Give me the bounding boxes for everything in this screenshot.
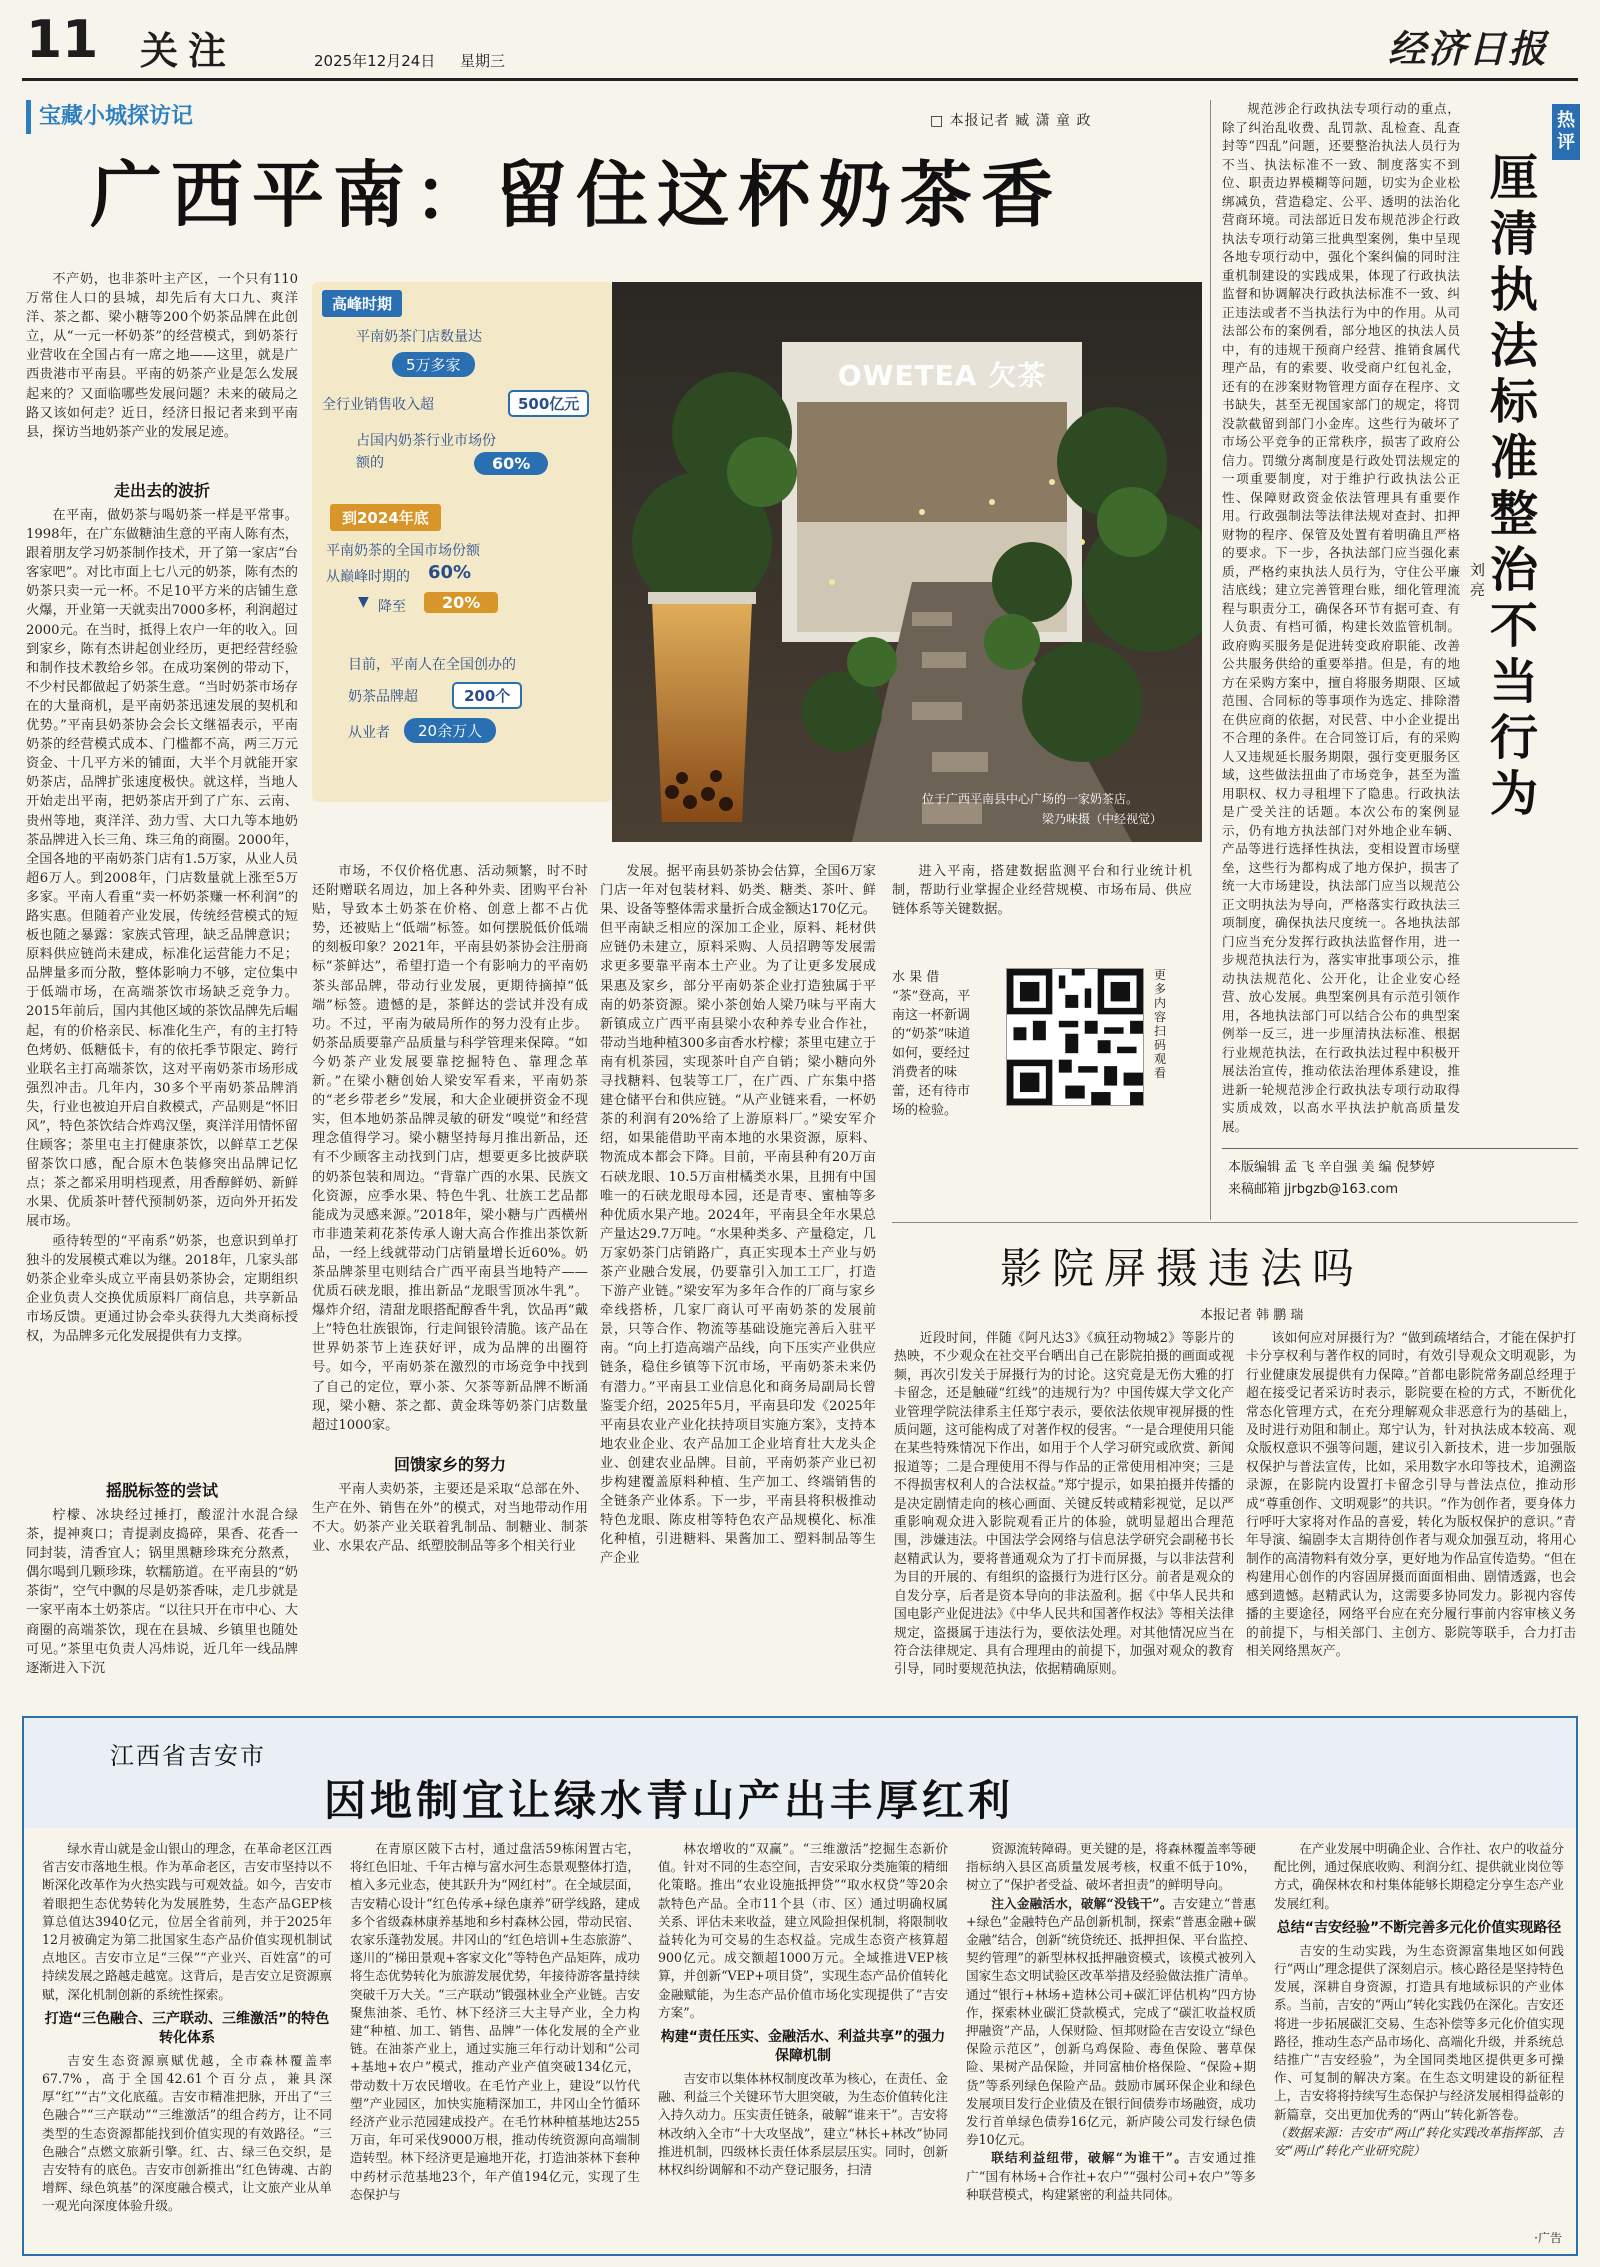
cinema-title: 影院屏摄违法吗 [1000,1244,1365,1293]
info-row8-value: 20余万人 [404,718,496,743]
info-row5-label: 降至 [378,599,406,615]
newspaper-logo: 经济日报 [1387,26,1548,71]
info-box [312,282,612,802]
main-col3 [600,862,876,1704]
info-row3-value: 60% [474,452,548,475]
info-row4-label2: 从巅峰时期的 [326,569,410,585]
info-row5-value: 20% [424,592,498,613]
shop-photo [612,282,1202,842]
col1-text: 在平南，做奶茶与喝奶茶一样是平常事。1998年，在广东做糖油生意的平南人陈有杰，跟着朋友学习奶茶制作技术，开了第一家店“台客家吧”。对比市面上七八元的奶茶，陈有杰的奶茶只卖一元一杯。不足10平方米的店铺生意火爆，开业第一天就卖出7000多杯，利润超过2000元。在当时，抵得上农户一年的收入。回到家乡，陈有杰讲起创业经历，更把经营经验和制作技术教给乡邻。在成功案例的带动下，不少村民都做起了奶茶生意。“当时奶茶市场存在的大量商机，是平南奶茶迅速发展的契机和优势。”平南县奶茶协会会长文继福表示，平南奶茶的经营模式成本、门槛都不高，两三万元资金、十几平方米的铺面，大半个月就能开家奶茶店，品牌扩张速度极快。就这样，当地人开始走出平南，把奶茶店开到了广东、云南、贵州等地，爽洋洋、劲力雪、大口九等本地奶茶品牌进入长三角、珠三角的商圈。2000年，全国各地的平南奶茶门店有1.5万家，从业人员超6万人。到2008年，门店数量就上涨至5万多家。平南人看重“卖一杯奶茶赚一杯利润”的路实惠。但随着产业发展，传统经营模式的短板也随之暴露：家族式管理，缺乏品牌意识；原料供应链尚未建成，标准化运营能力不足；品牌量多而分散，整体影响力不够，定位集中于低端市场，在高端茶饮市场缺乏竞争力。2015年前后，国内其他区域的茶饮品牌先后崛起，有的价格亲民、标准化生产，有的主打特色烤奶、低糖低卡，有的依托季节限定、跨行业联名主打高端茶饮，这对平南奶茶市场形成强烈冲击。几年内，30多个平南奶茶品牌消失，行业也被迫开启自救模式，产品则是“怀旧风”，特色茶饮结合炸鸡汉堡，爽洋洋用情怀留住顾客；茶里屯主打健康茶饮，以鲜草工艺保留茶饮口感，配合原木色装修突出品牌记忆点；茶之都采用明档现煮，用香醇鲜奶、新鲜水果、优质茶叶替代预制奶茶，迈向外开拓发展市场。 [26,508,298,1230]
bc4-lead2 [966,2149,1256,2204]
comment-author: 刘 亮 [1470,561,1486,599]
col1c-text: 柠檬、冰块经过捶打，酸涩汁水混合绿茶，提神爽口；青提剥皮捣碎，果香、花香一同封装，清香宜人；锅里黑糖珍珠充分熬煮，偶尔喝到几颗珍珠，软糯筋道。在平南县的“奶茶街”，空气中飘的尽是奶茶香味，走几步就是一家平南本土奶茶店。“以往只开在市中心、大商圈的高端茶饮，现在在县城、乡镇里也随处可见。”茶里屯负责人冯炜说，近几年一线品牌逐渐进入下沉 [26,1508,298,1676]
main-col2b [312,1480,588,1704]
bc5b-text: 吉安的生动实践，为生态资源富集地区如何践行“两山”理念提供了深刻启示。核心路径是坚持特色发展，深耕自身资源，打造具有地域标识的产业体系。当前，吉安的“两山”转化实践仍在深化。吉安还将进一步拓展碳汇交易、生态补偿等多元化价值实现路径，推动生态产品市场化、高端化升级，并系统总结推广“吉安经验”，为全国同类地区提供更多可操作、可复制的解决方案。在生态文明建设的新征程上，吉安将将持续写生态保护与经济发展相得益彰的新篇章，交出更加优秀的“两山”转化新答卷。 [1274,1942,1564,2122]
info-row4-value: 60% [428,562,472,583]
down-arrow-icon: ▼ [358,594,369,610]
bc4b-text: 吉安建立“普惠+绿色”金融特色产品创新机制，探索“普惠金融+碳金融”结合，创新“统贷统还、抵押担保、平台监控、契约管理”的新型林权抵押融资模式，该模式被列入国家生态文明试验区改革举措及经验做法推广清单。通过“银行+林场+造林公司+碳汇评估机构”四方协作，探索林业碳汇贷款模式，完成了“碳汇收益权质押融资”产品，人保财险、恒邦财险在吉安设立“绿色保险示范区”，创新乌鸡保险、毒鱼保险、薯草保险、果树产品保险，并同富柚价格保险、“保险+期货”等系列绿色保险产品。鼓励市属环保企业和绿色发展项目发行企业债及在银行间债券市场融资，成功发行首单绿色债券16亿元，新庐陵公司发行绿色债券10亿元。 [966,1895,1256,2148]
info-label-peak: 高峰时期 [322,290,402,317]
comment-title: 厘清执法标准 整治不当行为 [1490,150,1539,822]
section-name: 关注 [140,28,237,73]
region-label: 江西省吉安市 [110,1742,266,1770]
bottom-col2 [350,1840,640,2250]
cinema-right-text: 该如何应对屏摄行为？“做到疏堵结合，才能在保护打卡分享权利与著作权的同时，有效引导观众文明观影，为行业健康发展提供有力保障。”首都电影院常务副总经理于超在接受记者采访时表示，影院要在检的方式，不断优化常态化管理方式，在充分理解观众非恶意行为的基础上，及时进行劝阻和制止。郑宁认为，针对执法成本较高、观众版权意识不强等问题，建议引入新技术，进一步加强版权保护与普法宣传，比如，采用数字水印等技术，追溯盗录源，在影院内设置打卡留念引导与普法点位，推动形成“尊重创作、文明观影”的共识。“作为创作者，要身体力行呼吁大家将对作品的喜爱，转化为版权保护的意识。”青年导演、编剧李太言期待创作者与观众加强互动，将用心制作的高清物料有效分享，更好地为作品宣传造势。“但在构建用心创作的内容固屏摄而面面相曲、剧情透露，也会感到遗憾。赵精武认为，这需要多协同发力。影视内容传播的主要途径，网络平台应在充分履行事前内容审核义务的前提下，与相关部门、主创方、影院等联手，合力打击相关网络黑灰产。 [1246,1331,1576,1659]
poem-line: 场的检验。 [892,1103,958,1118]
comment-text: 规范涉企行政执法专项行动的重点，除了纠治乱收费、乱罚款、乱检查、乱查封等“四乱”问题，还要整治执法人员行为不当、执法标准不一致、制度落实不到位、职责边界模糊等问题，切实为企业松绑减负，营造稳定、公平、透明的法治化营商环境。司法部近日发布规范涉企行政执法专项行动第三批典型案例，集中呈现各地专项行动中，强化个案纠偏的同时注重机制建设的实践成果，体现了行政执法监督和协调解决行政执法标准不一致、纠正违法或者不当执法行为中的作用。从司法部公布的案例看，部分地区的执法人员中，有的违规干预商户经营、推销食属代理产品，有的索要、收受商户红包礼金，还有的在涉案财物管理方面存在程序、文书缺失，甚至无视国家部门的规定，将罚没款截留到部门小金库。这些行为破坏了市场公平竞争的正常秩序，损害了政府公信力。罚缴分离制度是行政处罚法规定的一项重要制度，对于维护行政执法公正性、保障财政资金依法管理具有重要作用。行政强制法等法律法规对查封、扣押财物的程序、保管及处置有着明确且严格的要求。下一步，各执法部门应当强化素质，严格约束执法人员行为，守住公平廉洁底线；建立完善管理台账，细化管理流程与职责分工，确保各环节有据可查、有人负责、有档可循，构建长效监管机制。政府购买服务是促进转变政府职能、改善公共服务供给的重要举措。但是，有的地方在采购方案中，擅自将服务期限、区域范围、合同标的等事项作为选定、排除潜在供应商的依据，对民营、中小企业提出不合理的条件。在合同签订后，有的采购人又违规延长服务期限，强行变更服务区域，这些做法扭曲了市场竞争，甚至为滥用职权、权力寻租埋下了隐患。行政执法是广受关注的话题。本次公布的案例显示，仍有地方执法部门对外地企业车辆、产品等进行选择性执法，变相设置市场壁垒，这些行为都构成了地方保护，损害了统一大市场建设，执法部门应当以规范公正文明执法为导向，严格落实行政执法三项制度，确保执法尺度统一。各地执法部门应当充分发挥行政执法监督作用，进一步规范执法行为，落实审批事项公示，推动执法规范化、公开化，让企业安心经营、放心发展。典型案例具有示范引领作用，各地执法部门可以结合公布的典型案例举一反三，进一步厘清执法标准、根据行业规范执法，在行政执法过程中积极开展法治宣传，推动依法治理体系建设，推进新一轮规范涉企行政执法专项行动取得实质成效，以高水平执法护航高质量发展。 [1222,101,1460,1134]
cinema-top-rule [892,1222,1578,1223]
bc4-lead2-bold: 联结利益纽带，破解“为谁干”。 [991,2150,1189,2166]
poem-line: 的“奶茶”味道 [892,1027,971,1042]
info-row8-label: 从业者 [348,725,390,741]
subhead-3: 回馈家乡的努力 [393,1455,506,1474]
info-label-2024: 到2024年底 [330,504,441,531]
comment-body [1222,100,1460,1140]
column-tag [26,100,246,134]
main-col1 [26,506,298,1466]
bc4-lead-bold: 注入金融活水，破解“没钱干”。 [991,1895,1173,1911]
info-row1-value: 5万多家 [392,352,475,377]
editor-email: 来稿邮箱 jjrbgzb@163.com [1228,1182,1398,1197]
bottom-section [22,1716,1578,2256]
info-row4-label: 平南奶茶的全国市场份额 [326,543,480,559]
poem-line: 消费者的味 [892,1065,958,1080]
bottom-col1 [42,1840,332,2250]
info-row1-label: 平南奶茶门店数量达 [356,329,482,345]
bc2-text: 在青原区陂下古村，通过盘活59栋闲置古宅，将红色旧址、千年古樟与富水河生态景观整体打造，植入多元业态，使其跃升为“网红村”。在全域层面，吉安精心设计“红色传承+绿色康养”研学线路，建成多个省级森林康养基地和乡村森林公园，带动民宿、农家乐蓬勃发展。井冈山的“红色培训+生态旅游”、遂川的“梯田景观+客家文化”等特色产品矩阵，成功将生态优势转化为旅游发展优势，年接待游客量持续突破千万大关。“三产联动”锻强林业全产业链。吉安聚焦油茶、毛竹、林下经济三大主导产业，全力构建“种植、加工、销售、品牌”一体化发展的全产业链。在油茶产业上，通过实施三年行动计划和“公司+基地+农户”模式，推动产业产值突破134亿元，带动数十万农民增收。在毛竹产业上，建设“以竹代塑”产业园区，加快实施精深加工，井冈山全竹循环经济产业示范园建成投产。在毛竹林种植基地达255万亩，年可采伐9000万根，推动传统资源向高端制造转型。林下经济更是遍地开花，打造油茶林下套种中药材示范基地23个，年产值194亿元，实现了生态保护与 [350,1841,640,2202]
main-byline: □ 本报记者 臧 潇 童 政 [930,113,1092,129]
info-row2-label: 全行业销售收入超 [322,397,434,413]
poem-line: 南这一杯新调 [892,1008,971,1023]
bc1b-text: 吉安生态资源禀赋优越，全市森林覆盖率67.7%，高于全国42.61个百分点，兼具深厚“红”“古”文化底蕴。吉安市精准把脉，开出了“三色融合”“三产联动”“三维激活”的组合药方，让不同类型的生态资源都能找到价值实现的有效路径。“三色融合”点燃文旅新引擎。红、古、绿三色交织，是吉安特有的底色。吉安市创新推出“红色铸魂、古韵增辉、绿色筑基”的深度融合模式，让文旅产业从单一观光向深度体验升级。 [42,2052,332,2214]
bc3-subhead: 构建“责任压实、金融活水、利益共享”的强力保障机制 [660,2029,946,2065]
bc4-lead [966,1895,1256,2150]
photo-caption: 位于广西平南县中心广场的一家奶茶店。 [922,792,1139,806]
info-row6-label: 目前，平南人在全国创办的 [348,657,516,673]
main-col1c [26,1506,298,1706]
poem-box [892,968,994,1120]
bottom-title: 因地制宜让绿水青山产出丰厚红利 [324,1776,1015,1825]
photo-credit: 梁乃味摄（中经视觉） [1042,812,1163,826]
cinema-right [1246,1330,1576,1704]
cinema-left-text: 近段时间，伴随《阿凡达3》《疯狂动物城2》等影片的热映，不少观众在社交平台晒出自己在影院拍摄的画面或视频，再次引发关于屏摄行为的讨论。这究竟是无伤大雅的打卡留念，还是触碰“红线”的违规行为？中国传媒大学文化产业管理学院法律系主任郑宁表示，要依法依规审视屏摄的性质问题，这可能构成了对著作权的侵害。“一是合理使用只能在某些特殊情况下作出，如用于个人学习研究或欣赏、新闻报道等；二是合理使用不得与作品的正常使用相冲突；三是不得损害权利人的合法权益。”郑宁提示，如果拍摄并传播的是决定剧情走向的核心画面、关键反转或精彩视觉，足以严重影响观众进入影院观看正片的体验，就明显超出合理范围，涉嫌违法。中国法学会网络与信息法学研究会副秘书长赵精武认为，要将普通观众为了打卡而屏摄，与以非法营利为目的开展的、有组织的盗摄行为进行区分。前者是观众的自发分享，后者是资本导向的非法盈利。据《中华人民共和国电影产业促进法》《中华人民共和国著作权法》等相关法律规定，盗摄属于违法行为，要依法处理。对其他情况应当在符合法律规定、具有合理理由的前提下，加强对观众的教育引导，同时要规范执法，依据精确原则。 [894,1331,1234,1678]
main-col4 [892,862,1192,956]
intro-text: 不产奶，也非茶叶主产区，一个只有110万常住人口的县城，却先后有大口九、爽洋洋、茶之都、梁小糖等200个奶茶品牌在此创立，从“一元一杯奶茶”的经营模式，到奶茶行业营收在全国占有一席之地——这里，就是广西贵港市平南县。平南的奶茶产业是怎么发展起来的？又面临哪些发展问题？未来的破局之路又该如何走？近日，经济日报记者来到平南县，探访当地奶茶产业的发展足迹。 [26,272,298,440]
poem-line: 水 果 借 [892,970,940,985]
poem-line: 蕾，还有待市 [892,1084,971,1099]
bc5-subhead: 总结“吉安经验”不断完善多元化价值实现路径 [1276,1919,1562,1936]
page-number: 11 [26,10,99,70]
shop-sign: OWETEA 欠茶 [837,359,1047,392]
subhead-1: 走出去的波折 [113,481,210,500]
page-header [22,12,1578,78]
issue-date: 2025年12月24日 [314,52,436,70]
col4-text: 进入平南，搭建数据监测平台和行业统计机制，帮助行业掌握企业经营规模、市场布局、供应链体系等关键数据。 [892,864,1192,918]
editor-credit: 本版编辑 孟 飞 辛自强 美 编 倪梦婷 [1228,1160,1435,1175]
col1b-text: 亟待转型的“平南系”奶茶，也意识到单打独斗的发展模式难以为继。2018年，几家头部奶茶企业牵头成立平南县奶茶协会，定期组织企业负责人交换优质原料厂商信息，共享新品市场反馈。更通过协会牵头获得九大类商标授权，为品牌多元化发展提供有力支撑。 [26,1233,298,1345]
poem-line: “茶”登高，平 [892,989,971,1004]
qr-caption: 更多内容 扫码观看 [1154,968,1167,1080]
column-tag-label: 宝藏小城探访记 [39,104,194,129]
main-intro [26,270,298,442]
comment-divider [1210,100,1211,1220]
editor-rule [1222,1148,1578,1149]
main-col2 [312,862,588,1432]
ad-mark: ·广告 [1534,2231,1562,2245]
info-row3-label: 占国内奶茶行业市场份额的 [356,433,496,471]
bc5-text: 在产业发展中明确企业、合作社、农户的收益分配比例，通过保底收购、利润分红、提供就业岗位等方式，确保林农和村集体能够长期稳定分享生态产业发展红利。 [1274,1841,1564,1911]
bc3b-text: 吉安市以集体林权制度改革为核心，在责任、金融、利益三个关键环节大胆突破，为生态价值转化注入持久动力。压实责任链条，破解“谁来干”。吉安将林改纳入全市“十大攻坚战”，建立“林长+林改”协同推进机制，四级林长责任体系层层压实。同时，创新林权纠纷调解和不动产登记服务，扫清 [658,2071,948,2178]
bottom-col4 [966,1840,1256,2250]
bc3-text: 林农增收的“双赢”。“三维激活”挖掘生态新价值。针对不同的生态空间，吉安采取分类施策的精细化策略。推出“农业设施抵押贷”“取水权贷”等20余款特色产品。全市11个县（市、区）通过明确权属关系、评估未来收益，建立风险担保机制，将限制收益转化为可交易的生态权益。完成生态资产核算超900亿元。成交额超1000万元。全域推进VEP核算，并创新“VEP+项目贷”，实现生态产品价值转化金融赋能，为生态产品价值市场化实现提供了“吉安方案”。 [658,1841,948,2020]
comment-tag: 热评 [1552,104,1580,160]
bc1-subhead: 打造“三色融合、三产联动、三维激活”的特色转化体系 [44,2010,330,2046]
poem-lines [892,968,994,1120]
bottom-col3 [658,1840,948,2250]
header-rule [22,78,1578,81]
col3-text: 发展。据平南县奶茶协会估算，全国6万家门店一年对包装材料、奶类、糖类、茶叶、鲜果、设备等整体需求量折合成金额达170亿元。但平南缺乏相应的深加工企业，原料、耗材供应链仍未建立，原料采购、人员招聘等发展需求更多要靠平南本土产业。为了让更多发展成果惠及家乡，部分平南奶茶企业打造独属于平南的奶茶资源。梁小茶创始人梁乃味与平南大新镇成立广西平南县梁小农种养专业合作社，带动当地种植300多亩香水柠檬；茶里屯建立于南有机茶园，实现茶叶自产自销；梁小糖向外寻找糖料、包装等工厂，在广西、广东集中搭建仓储平台和供应链。“从产业链来看，一杯奶茶的利润有20%给了上游原料厂。”梁安军介绍，如果能借助平南本地的水果资源，原料、物流成本都会下降。目前，平南县种有20万亩石硖龙眼、10.5万亩柑橘类水果，且拥有中国唯一的石硖龙眼母本园，还是青枣、蜜柚等多种优质水果产地。2024年，平南县全年水果总产量达29.7万吨。“水果种类多、产量稳定，几万家奶茶门店销路广，真正实现本土产业与奶茶产业融合发展，仍要靠引入加工工厂，打造下游产业链。”梁安军为多年合作的厂商与家乡牵线搭桥，几家厂商认可平南奶茶的发展前景，只等合作、物流等基础设施完善后入驻平南。“向上打造高端产品线，向下压实产业供应链条，稳住乡镇等下沉市场，平南奶茶未来仍有潜力。”平南县工业信息化和商务局副局长曾鉴雯介绍，2025年5月，平南县印发《2025年平南县农业产业化扶持项目实施方案》，支持本地农业企业、农产品加工企业培育壮大龙头企业、创建农业品牌。目前，平南奶茶产业已初步构建覆盖原料种植、生产加工、终端销售的全链条产业体系。下一步，平南县将积极推动特色龙眼、陈皮柑等特色农产品规模化、标准化种植，引进糖料、果酱加工、塑料制品等生产企业 [600,864,876,1567]
info-row2-value: 500亿元 [508,390,589,417]
cinema-byline: 本报记者 韩 鹏 瑞 [1200,1308,1304,1323]
cinema-left [894,1330,1234,1704]
subhead-2: 摇脱标签的尝试 [105,1481,218,1500]
bc4c-text: 吉安通过推广“国有林场+合作社+农户”“强村公司+农户”等多种联营模式，构建紧密的利益共同体。 [966,2150,1256,2202]
qr-code-icon [1007,969,1143,1105]
col2b-text: 平南人卖奶茶，主要还是采取“总部在外、生产在外、销售在外”的模式，对当地带动作用不大。奶茶产业关联着乳制品、制糖业、制茶业、水果农产品、纸塑胶制品等多个相关行业 [312,1482,588,1555]
issue-weekday: 星期三 [460,52,506,70]
main-title: 广西平南：留住这杯奶茶香 [90,153,1063,237]
bc4-text: 资源流转障碍。更关键的是，将森林覆盖率等硬指标纳入县区高质量发展考核，权重不低于10%，树立了“保护者受益、破坏者担责”的鲜明导向。 [966,1841,1256,1893]
poem-line: 如何，要经过 [892,1046,971,1061]
qr-code[interactable] [1006,968,1144,1106]
bc5c-text: （数据来源：吉安市“两山”转化实践改革指挥部、吉安“两山”转化产业研究院） [1274,2124,1564,2159]
info-row7-value: 200个 [452,682,522,709]
info-row7-label: 奶茶品牌超 [348,689,418,705]
bc1-text: 绿水青山就是金山银山的理念，在革命老区江西省吉安市落地生根。作为革命老区，吉安市坚持以不断深化改革作为火热实践与可观效益。如今，吉安市着眼把生态优势转化为发展胜势，生态产品GEP核算总值达3940亿元，位居全省前列，并于2025年12月被确定为第二批国家生态产品价值实现机制试点地区。吉安市立足“三保”“产业兴、百姓富”的可持续发展之路越走越宽。这背后，是吉安立足资源禀赋，深化机制创新的系统性探索。 [42,1841,332,2002]
bottom-col5 [1274,1840,1564,2240]
col2-text: 市场，不仅价格优惠、活动频繁，时不时还附赠联名周边，加上各种外卖、团购平台补贴，导致本土奶茶在价格、创意上都不占优势，还被贴上“低端”标签。如何摆脱低价低端的刻板印象？2021年，平南县奶茶协会注册商标“茶鲜达”，希望打造一个有影响力的平南奶茶头部品牌，带动行业发展，更期待摘掉“低端”标签。遗憾的是，茶鲜达的尝试并没有成功。不过，平南为破局所作的努力没有止步。奶茶品质要靠产品质量与科学管理来保障。“如今奶茶产业发展要靠挖掘特色、靠理念革新。”在梁小糖创始人梁安军看来，平南奶茶的“老乡带老乡”发展，和大企业硬拼资金不现实，但本地奶茶品牌灵敏的研发“嗅觉”和经营理念值得学习。梁小糖坚持每月推出新品，还有不少顾客主动找到门店，想要更多比披萨联的奶茶包装和周边。“背靠广西的水果、民族文化资源，应季水果、特色牛乳、壮族工艺品都能成为灵感来源。”2018年，梁小糖与广西横州市非遗茉莉花茶传承人谢大高合作推出茶饮新品，一经上线就带动门店销量增长近60%。奶茶品牌茶里屯则结合广西平南县当地特产——优质石硖龙眼，推出新品“龙眼雪顶冰牛乳”。爆炸介绍，清甜龙眼搭配醇香牛乳，饮品再“戴上”特色壮族银饰，行走间银铃清脆。该产品在世界奶茶节上连获好评，成为品牌的出圈符号。如今，平南奶茶在激烈的市场竞争中找到了自己的定位，覃小茶、欠茶等新品牌不断涌现，梁小糖、茶之都、黄金珠等奶茶门店数量超过1000家。 [312,864,588,1432]
